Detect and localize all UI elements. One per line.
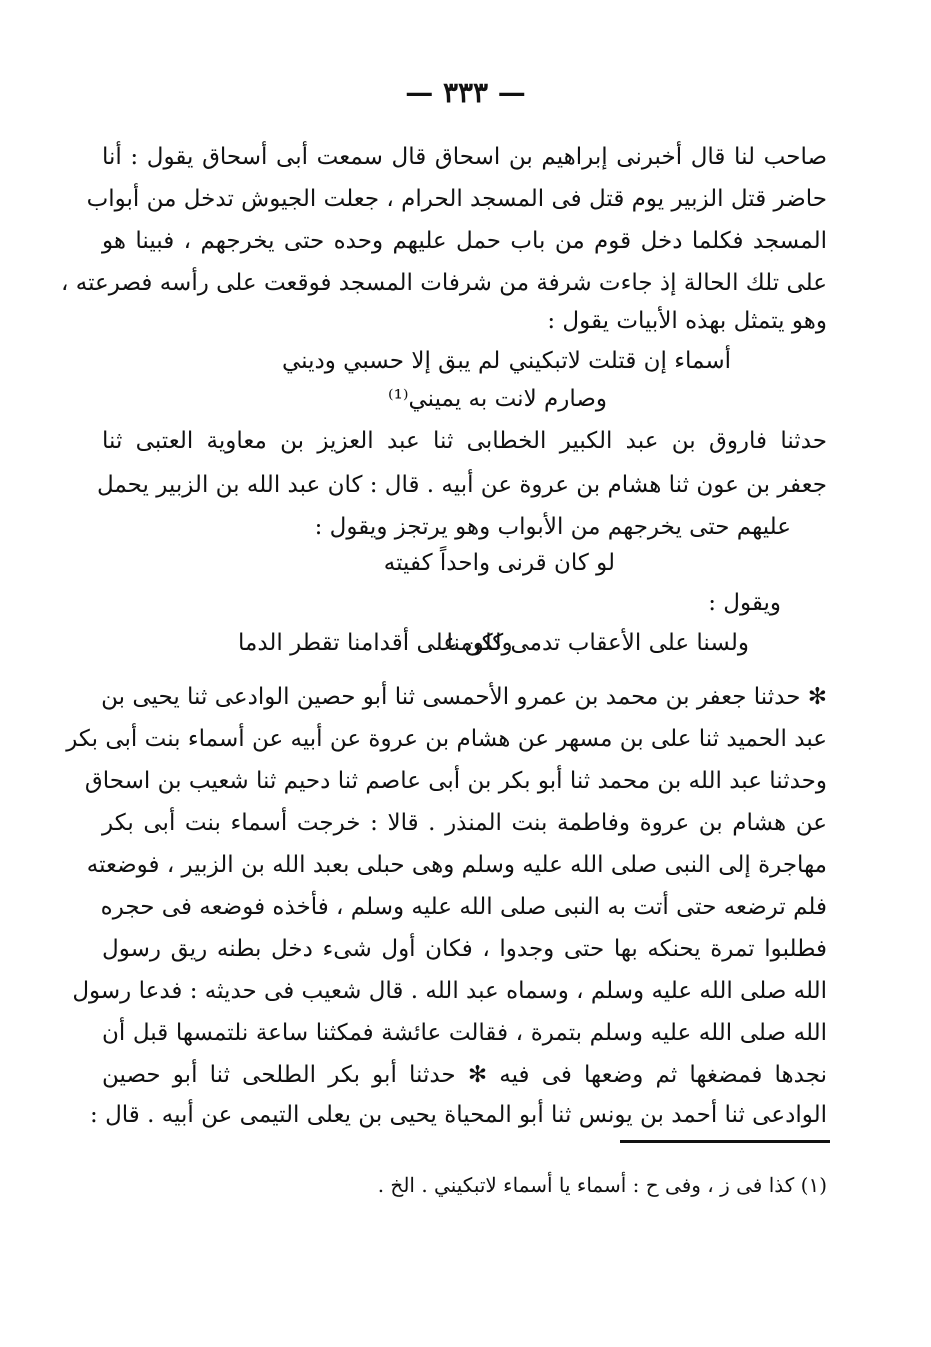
footnote: (١) كذا فى ز ، وفى ح : أسماء يا أسماء لاتبكيني . الخ . xyxy=(377,1173,827,1197)
text-line: الله صلى الله عليه وسلم ، وسماه عبد الله . قال شعيب فى حديثه : فدعا رسول xyxy=(72,978,827,1004)
text-line: فلم ترضعه حتى أتت به النبى صلى الله عليه وسلم ، فأخذه فوضعه فى حجره xyxy=(100,894,827,920)
text-line: مهاجرة إلى النبى صلى الله عليه وسلم وهى حبلى بعبد الله بن الزبير ، فوضعته xyxy=(86,852,827,878)
text-line: حاضر قتل الزبير يوم قتل فى المسجد الحرام ، جعلت الجيوش تدخل من أبواب xyxy=(86,186,827,212)
footnote-divider xyxy=(620,1140,830,1143)
text-line: فطلبوا تمرة يحنكه بها حتى وجدوا ، فكان أول شىء دخل بطنه ريق رسول xyxy=(102,936,827,962)
text-line: حدثنا فاروق بن عبد الكبير الخطابى ثنا عبد العزيز بن معاوية العتبى ثنا xyxy=(102,428,827,454)
text-line: صاحب لنا قال أخبرنى إبراهيم بن اسحاق قال سمعت أبى أسحاق يقول : أنا xyxy=(102,144,827,170)
verse-intro: ويقول : xyxy=(708,590,781,616)
page-number: — ٣٣٣ — xyxy=(405,76,526,109)
text-line: ✻ حدثنا جعفر بن محمد بن عمرو الأحمسى ثنا أبو حصين الوادعى ثنا يحيى بن xyxy=(101,684,827,710)
text-line: الوادعى ثنا أحمد بن يونس ثنا أبو المحياة يحيى بن يعلى التيمى عن أبيه . قال : xyxy=(90,1102,827,1128)
text-line: نجدها فمضغها ثم وضعها فى فيه ✻ حدثنا أبو بكر الطلحى ثنا أبو حصين xyxy=(102,1062,827,1088)
text-line: عليهم حتى يخرجهم من الأبواب وهو يرتجز ويقول : xyxy=(314,514,791,540)
verse-hemistich: ولكن على أقدامنا تقطر الدما xyxy=(238,630,513,656)
verse-hemistich: ولسنا على الأعقاب تدمى كلومنا xyxy=(446,630,749,656)
verse-line: وصارم لانت به يميني⁽¹⁾ xyxy=(387,386,607,412)
text-line: الله صلى الله عليه وسلم بتمرة ، فقالت عائشة فمكثنا ساعة نلتمسها قبل أن xyxy=(102,1020,827,1046)
text-line: على تلك الحالة إذ جاءت شرفة من شرفات المسجد فوقعت على رأسه فصرعته ، xyxy=(61,270,827,296)
verse-line: لو كان قرنى واحداً كفيته xyxy=(383,550,615,576)
text-line: جعفر بن عون ثنا هشام بن عروة عن أبيه . قال : كان عبد الله بن الزبير يحمل xyxy=(96,472,827,498)
text-line: عبد الحميد ثنا على بن مسهر عن هشام بن عروة عن أبيه عن أسماء بنت أبى بكر xyxy=(66,726,827,752)
text-line: وحدثنا عبد الله بن محمد ثنا أبو بكر بن أبى عاصم ثنا دحيم ثنا شعيب بن اسحاق xyxy=(84,768,827,794)
verse-hemistich: أسماء إن قتلت لاتبكيني xyxy=(508,348,731,374)
text-line: المسجد فكلما دخل قوم من باب حمل عليهم وحده حتى يخرجهم ، فبينا هو xyxy=(102,228,827,254)
text-line: عن هشام بن عروة وفاطمة بنت المنذر . قالا : خرجت أسماء بنت أبى بكر xyxy=(102,810,827,836)
text-line: وهو يتمثل بهذه الأبيات يقول : xyxy=(547,308,827,334)
verse-hemistich: لم يبق إلا حسبي وديني xyxy=(282,348,501,374)
